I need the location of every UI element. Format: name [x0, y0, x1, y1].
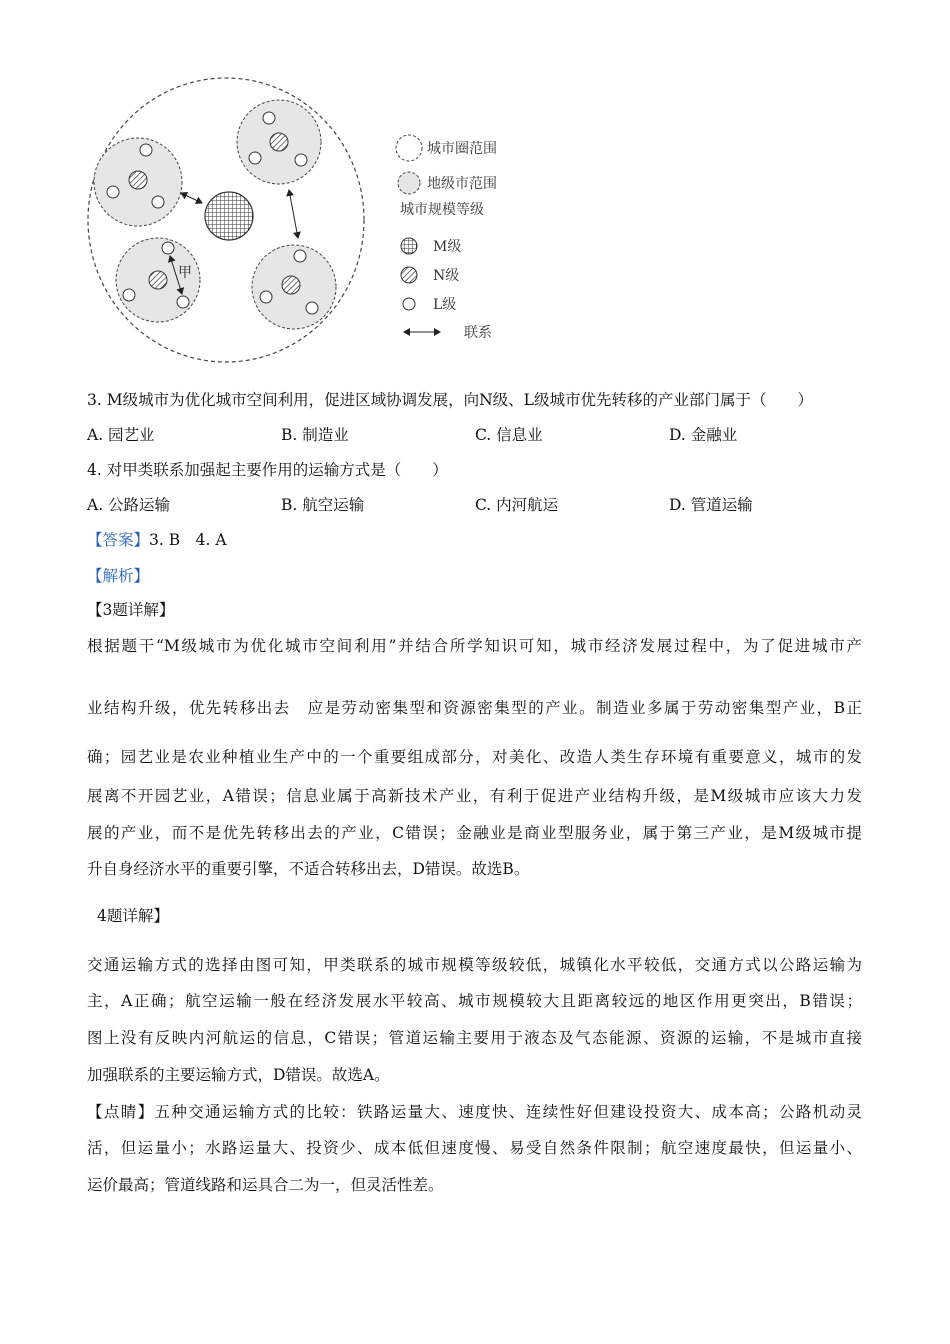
svg-text:L级: L级	[433, 297, 457, 313]
city-circle-diagram	[84, 76, 524, 368]
svg-text:城市圈范围: 城市圈范围	[427, 141, 497, 157]
detail4-title: 4题详解】	[97, 907, 169, 925]
tip-line-1	[87, 1101, 862, 1123]
q3-option-b: B. 制造业	[281, 426, 349, 444]
detail3-title: 【3题详解】	[87, 601, 175, 619]
q3-option-c: C. 信息业	[475, 426, 543, 444]
detail3-line-1: 根据题干“M级城市为优化城市空间利用”并结合所学知识可知，城市经济发展过程中，为了促进城市产	[87, 637, 862, 655]
q3-option-a: A. 园艺业	[87, 426, 155, 444]
detail3-line-5: 展的产业，而不是优先转移出去的产业，C错误；金融业是商业型服务业，属于第三产业，是M级城市提	[87, 824, 862, 842]
prefecture-left	[94, 138, 182, 226]
svg-text:N级: N级	[433, 268, 460, 284]
tip-line-2: 活，但运量小；水路运量大、投资少、成本低但速度慢、易受自然条件限制；航空速度最快，但运量小、	[87, 1139, 862, 1157]
svg-text:城市规模等级: 城市规模等级	[400, 202, 484, 218]
detail4-line-4: 加强联系的主要运输方式，D错误。故选A。	[87, 1066, 390, 1084]
detail3-line-3: 确；园艺业是农业种植业生产中的一个重要组成部分，对美化、改造人类生存环境有重要意义，城市的发	[87, 748, 862, 766]
detail4-line-3: 图上没有反映内河航运的信息，C错误；管道运输主要用于液态及气态能源、资源的运输，不是城市直接	[87, 1029, 862, 1047]
detail3-line-4: 展离不开园艺业，A错误；信息业属于高新技术产业，有利于促进产业结构升级，是M级城市应该大力发	[87, 787, 862, 805]
q4-option-a: A. 公路运输	[87, 496, 171, 514]
detail4-line-1: 交通运输方式的选择由图可知，甲类联系的城市规模等级较低，城镇化水平较低，交通方式以公路运输为	[87, 956, 862, 974]
svg-text:地级市范围: 地级市范围	[427, 176, 497, 192]
q3-stem: 3. M级城市为优化城市空间利用，促进区域协调发展，向N级、L级城市优先转移的产业部门属于（ ）	[87, 391, 813, 409]
q4-option-b: B. 航空运输	[281, 496, 365, 514]
label-jia: 甲	[178, 265, 192, 281]
tip-text-1: 五种交通运输方式的比较：铁路运量大、速度快、连续性好但建设投资大、成本高；公路机动灵	[154, 1103, 862, 1121]
answer-text: 3. B 4. A	[149, 531, 227, 549]
q4-stem: 4. 对甲类联系加强起主要作用的运输方式是（ ）	[87, 461, 448, 479]
tip-line-3: 运价最高；管道线路和运具合二为一，但灵活性差。	[87, 1176, 444, 1194]
q4-option-c: C. 内河航运	[475, 496, 559, 514]
q4-option-d: D. 管道运输	[669, 496, 753, 514]
detail4-line-2: 主，A正确；航空运输一般在经济发展水平较高、城市规模较大且距离较远的地区作用更突出，B错误；	[87, 992, 862, 1010]
prefecture-bottom-right	[252, 245, 336, 329]
tip-tag: 【点睛】	[87, 1103, 155, 1121]
q3-option-d: D. 金融业	[669, 426, 738, 444]
m-level-city	[205, 192, 253, 240]
answer-line	[87, 529, 227, 551]
detail3-line-6: 升自身经济水平的重要引擎，不适合转移出去，D错误。故选B。	[87, 860, 530, 878]
legend	[396, 135, 497, 341]
link-arrow-right	[289, 190, 298, 238]
svg-text:M级: M级	[433, 239, 462, 255]
answer-tag: 【答案】	[87, 531, 150, 549]
detail3-line-2: 业结构升级，优先转移出去 应是劳动密集型和资源密集型的产业。制造业多属于劳动密集型产业，B正	[87, 699, 862, 717]
prefecture-top-right	[237, 100, 321, 184]
analysis-tag: 【解析】	[87, 567, 150, 585]
svg-text:联系: 联系	[464, 325, 492, 341]
link-arrow-left	[181, 193, 202, 203]
